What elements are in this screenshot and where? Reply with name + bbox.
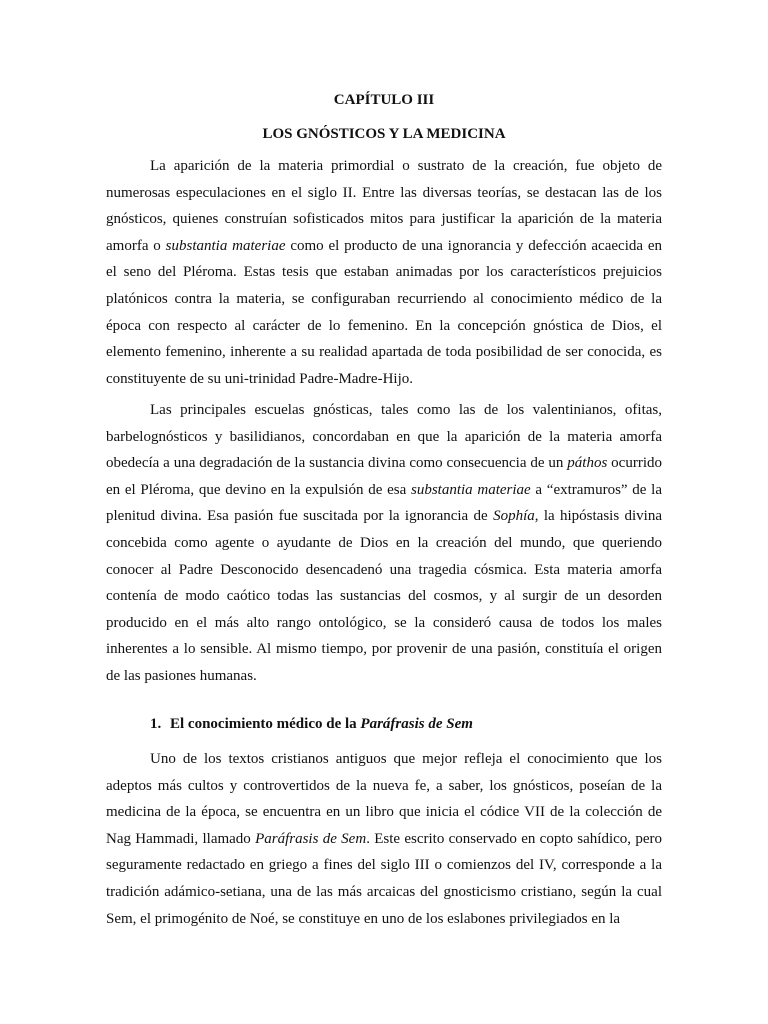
- section-title-italic: Paráfrasis de Sem: [360, 716, 473, 732]
- paragraph-2: [106, 397, 662, 690]
- paragraph-1: [106, 153, 662, 392]
- paragraph-text: como el producto de una ignorancia y defección acaecida en el seno del Pléroma. Estas tesis que estaban animadas por los característicos prejuicios platónicos contra la materia, se configuraban recurriendo al conocimiento médico de la época con respecto al carácter de lo femenino. En la concepción gnóstica de Dios, el elemento femenino, inherente a su realidad apartada de toda posibilidad de ser conocida, es constituyente de su uni-trinidad Padre-Madre-Hijo.: [106, 237, 663, 387]
- chapter-heading: CAPÍTULO III: [333, 92, 435, 108]
- paragraph-text: . Este escrito conservado en copto sahídico, pero seguramente redactado en griego a fines del siglo III o comienzos del IV, corresponde a la tradición adámico-setiana, una de las más arcaicas del gnosticismo cristiano, según la cual Sem, el primogénito de Noé, se constituye en uno de los eslabones privilegiados en la: [106, 830, 662, 927]
- italic-term: páthos: [567, 455, 608, 472]
- paragraph-text: ocurrido en el Pléroma, que devino en la expulsión de esa: [106, 455, 662, 498]
- italic-term: substantia materiae: [410, 481, 531, 498]
- section-heading: [150, 716, 473, 733]
- paragraph-3: [106, 746, 662, 932]
- paragraph-text: , la hipóstasis divina concebida como agente o ayudante de Dios en la creación del mundo, que queriendo conocer al Padre Desconocido desencadenó una tragedia cósmica. Esta materia amorfa contenía de modo caótico todas las sustancias del cosmos, y al surgir de un desorden producido en el más alto rango ontológico, se la consideró causa de todos los males inherentes a lo sensible. Al mismo tiempo, por provenir de una pasión, constituía el origen de las pasiones humanas.: [106, 508, 662, 684]
- italic-term: Sophía: [493, 508, 535, 525]
- section-title-text: El conocimiento médico de la: [170, 716, 361, 732]
- section-number: 1.: [150, 716, 162, 732]
- paragraph-text: La aparición de la materia primordial o sustrato de la creación, fue objeto de numerosas especulaciones en el siglo II. Entre las diversas teorías, se destacan las de los gnósticos, quienes construían sofisticados mitos para justificar la aparición de la materia amorfa o: [106, 158, 662, 254]
- italic-term: substantia materiae: [165, 237, 286, 254]
- paragraph-text: a “extramuros” de la plenitud divina. Esa pasión fue suscitada por la ignorancia de: [106, 481, 662, 525]
- paragraph-text: Uno de los textos cristianos antiguos que mejor refleja el conocimiento que los adeptos más cultos y controvertidos de la nueva fe, a saber, los gnósticos, poseían de la medicina de la época, se encuentra en un libro que inicia el códice VII de la colección de Nag Hammadi, llamado: [106, 751, 662, 847]
- paragraph-text: Las principales escuelas gnósticas, tales como las de los valentinianos, ofitas, barbelognósticos y basilidianos, concordaban en que la aparición de la materia amorfa obedecía a una degradación de la sustancia divina como consecuencia de un: [106, 402, 662, 472]
- italic-term: Paráfrasis de Sem: [255, 830, 367, 847]
- chapter-title: LOS GNÓSTICOS Y LA MEDICINA: [262, 126, 506, 142]
